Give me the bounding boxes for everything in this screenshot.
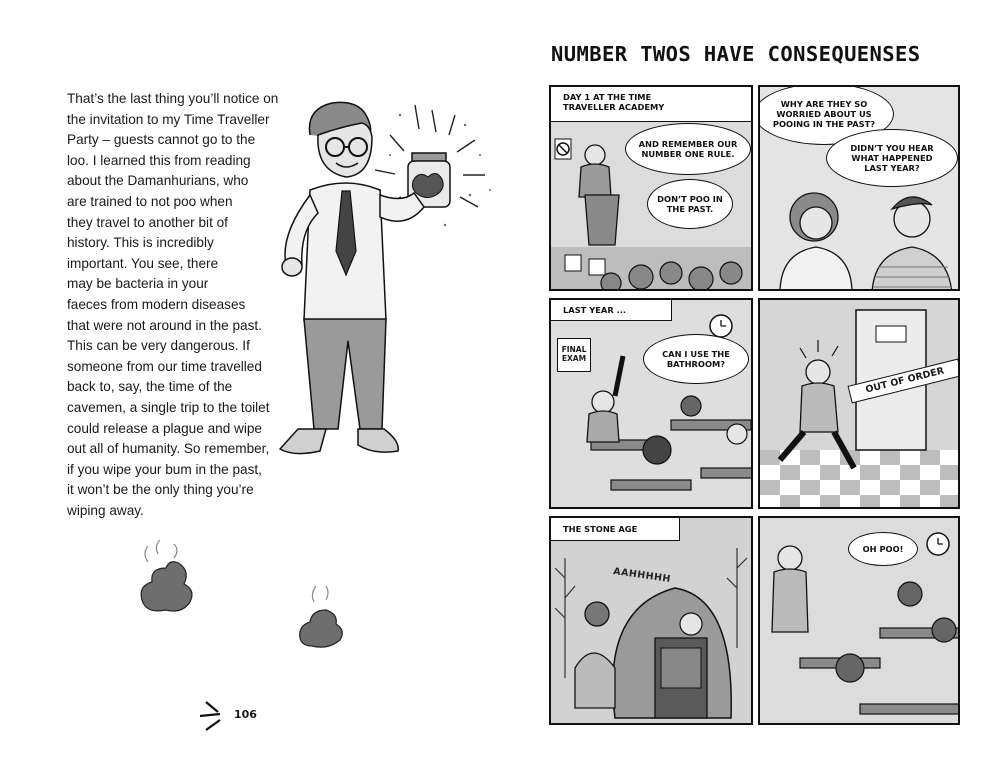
panel-1-caption [550, 86, 752, 122]
panel-3-caption: LAST YEAR ... [550, 299, 672, 321]
man-body [280, 183, 424, 454]
caption-line: TRAVELLER ACADEMY [563, 102, 665, 112]
bubble-line: WHY ARE THEY SO [780, 99, 868, 109]
comic-title: NUMBER TWOS HAVE CONSEQUENSES [551, 42, 921, 66]
panel-5-art [551, 518, 753, 725]
panel-1-bubble-rule [625, 123, 751, 175]
poo-illustration [136, 540, 196, 620]
body-line: that were not around in the past. [67, 317, 262, 333]
left-page [0, 0, 500, 765]
body-line: the invitation to my Time Traveller [67, 111, 270, 127]
page-number-burst [196, 696, 236, 736]
man-with-jar-illustration [240, 95, 500, 475]
body-line: faeces from modern diseases [67, 296, 246, 312]
body-line: if you wipe your bum in the past, [67, 461, 262, 477]
panel-6-bubble-oh-poo: OH POO! [848, 532, 918, 566]
panel-5-scream-sfx: AAHHHHH [612, 566, 672, 585]
bubble-line: AND REMEMBER OUR [638, 139, 738, 149]
comic-panel-2 [758, 85, 960, 291]
caption-line: DAY 1 AT THE TIME [563, 92, 652, 102]
man-head [309, 102, 372, 177]
body-line: about the Damanhurians, who [67, 173, 249, 189]
bubble-line: POOING IN THE PAST? [772, 119, 876, 129]
body-line: This can be very dangerous. If [67, 338, 250, 354]
sign-line: EXAM [561, 354, 587, 363]
panel-3-bubble-bathroom [643, 334, 749, 384]
bubble-line: LAST YEAR? [864, 163, 920, 173]
body-line: wiping away. [67, 502, 144, 518]
bubble-line: WHAT HAPPENED [851, 153, 933, 163]
body-line: they travel to another bit of [67, 214, 228, 230]
bubble-line: WORRIED ABOUT US [776, 109, 872, 119]
panel-5-caption: THE STONE AGE [550, 517, 680, 541]
comic-panel-5 [549, 516, 753, 725]
body-line: important. You see, there [67, 255, 219, 271]
comic-panel-4 [758, 298, 960, 509]
bubble-line: DIDN’T YOU HEAR [850, 143, 934, 153]
body-line: could release a plague and wipe [67, 420, 262, 436]
checkered-floor [760, 450, 960, 509]
comic-panel-3 [549, 298, 753, 509]
bubble-line: NUMBER ONE RULE. [641, 149, 735, 159]
final-exam-sign [557, 338, 591, 372]
bubble-line: DON’T POO IN [657, 194, 723, 204]
bubble-line: BATHROOM? [666, 359, 726, 369]
body-line: out all of humanity. So remember, [67, 441, 270, 457]
body-line: back to, say, the time of the [67, 379, 233, 395]
body-line: cavemen, a single trip to the toilet [67, 399, 270, 415]
body-line: may be bacteria in your [67, 276, 209, 292]
body-line: That’s the last thing you’ll notice on [67, 91, 279, 106]
panel-2-bubble-didnt-you-hear [826, 129, 958, 187]
body-line: history. This is incredibly [67, 235, 214, 251]
comic-panel-6 [758, 516, 960, 725]
panel-1-bubble-dont-poo [647, 179, 733, 229]
poo-illustration [296, 582, 346, 648]
sign-line: FINAL [561, 345, 587, 354]
body-line: Party – guests cannot go to the [67, 132, 256, 148]
panel-3-art [551, 300, 753, 509]
bubble-line: THE PAST. [666, 204, 714, 214]
comic-panel-1 [549, 85, 753, 291]
body-line: it won’t be the only thing you’re [67, 482, 254, 498]
body-line: someone from our time travelled [67, 358, 262, 374]
body-line: loo. I learned this from reading [67, 152, 251, 168]
bubble-line: CAN I USE THE [662, 349, 730, 359]
body-line: are trained to not poo when [67, 193, 233, 209]
page-number: 106 [234, 708, 257, 721]
panel-4-art [760, 300, 960, 509]
out-of-order-tape: OUT OF ORDER [848, 358, 960, 403]
